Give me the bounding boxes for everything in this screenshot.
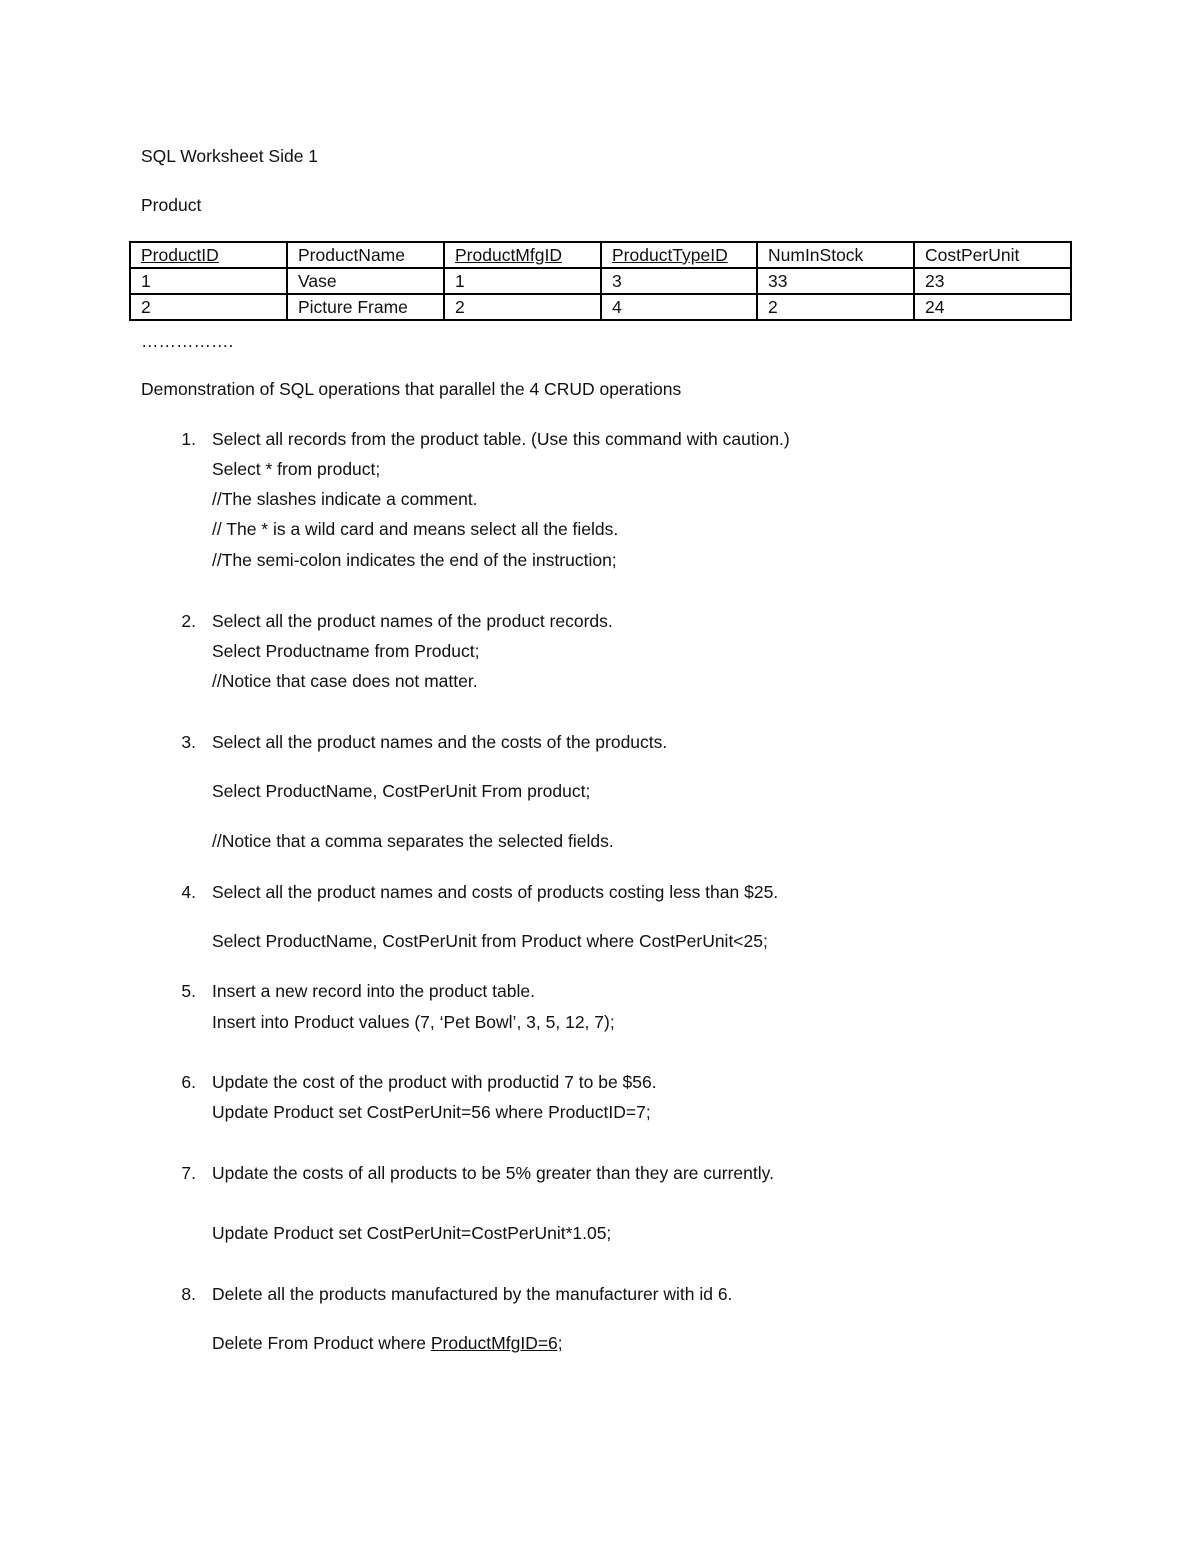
col-header-costperunit: CostPerUnit — [914, 242, 1071, 268]
table-row — [130, 268, 1071, 294]
sql-statement: Update Product set CostPerUnit=CostPerUnit*1.05; — [212, 1223, 612, 1243]
list-number: 1. — [181, 429, 196, 449]
list-item-task: Update the cost of the product with productid 7 to be $56. — [212, 1072, 657, 1092]
sql-statement: Select * from product; — [212, 459, 381, 479]
table-cell: Vase — [287, 268, 444, 294]
table-cell: 1 — [130, 268, 287, 294]
sql-statement-prefix: Delete From Product where — [212, 1333, 431, 1353]
table-cell: 2 — [757, 294, 914, 320]
col-header-numinstock: NumInStock — [757, 242, 914, 268]
table-cell: 2 — [444, 294, 601, 320]
sql-comment: // The * is a wild card and means select all the fields. — [212, 519, 619, 539]
sql-statement: Select ProductName, CostPerUnit From product; — [212, 781, 591, 801]
sql-statement: Update Product set CostPerUnit=56 where ProductID=7; — [212, 1102, 651, 1122]
sql-statement — [212, 1332, 563, 1354]
list-number: 5. — [181, 981, 196, 1001]
list-number: 8. — [181, 1284, 196, 1304]
page-title: SQL Worksheet Side 1 — [141, 146, 319, 166]
list-number: 6. — [181, 1072, 196, 1092]
sql-comment: //Notice that case does not matter. — [212, 671, 478, 691]
sql-comment: //The slashes indicate a comment. — [212, 489, 478, 509]
col-header-productmfgid: ProductMfgID — [444, 242, 601, 268]
list-item-task: Delete all the products manufactured by the manufacturer with id 6. — [212, 1284, 733, 1304]
list-number: 7. — [181, 1163, 196, 1183]
table-cell: 2 — [130, 294, 287, 320]
sql-statement: Select Productname from Product; — [212, 641, 480, 661]
table-cell: 23 — [914, 268, 1071, 294]
table-cell: 1 — [444, 268, 601, 294]
table-label: Product — [141, 195, 202, 215]
col-header-productname: ProductName — [287, 242, 444, 268]
col-header-productid: ProductID — [130, 242, 287, 268]
sql-statement: Insert into Product values (7, ‘Pet Bowl’, 3, 5, 12, 7); — [212, 1012, 615, 1032]
table-cell: 3 — [601, 268, 757, 294]
table-cell: 33 — [757, 268, 914, 294]
sql-statement: Select ProductName, CostPerUnit from Product where CostPerUnit<25; — [212, 931, 768, 951]
list-item-task: Insert a new record into the product table. — [212, 981, 535, 1001]
col-header-producttypeid: ProductTypeID — [601, 242, 757, 268]
table-row — [130, 294, 1071, 320]
table-cell: 4 — [601, 294, 757, 320]
sql-comment: //The semi-colon indicates the end of the instruction; — [212, 550, 617, 570]
list-item-task: Update the costs of all products to be 5% greater than they are currently. — [212, 1163, 774, 1183]
ellipsis: ……………. — [141, 331, 234, 351]
list-number: 4. — [181, 882, 196, 902]
list-item-task: Select all the product names and the costs of the products. — [212, 732, 668, 752]
intro-text: Demonstration of SQL operations that parallel the 4 CRUD operations — [141, 379, 682, 399]
product-table — [129, 241, 1072, 321]
table-cell: 24 — [914, 294, 1071, 320]
list-item-task: Select all the product names of the product records. — [212, 611, 613, 631]
table-header-row — [130, 242, 1071, 268]
sql-statement-condition: ProductMfgID=6; — [430, 1333, 563, 1353]
table-cell: Picture Frame — [287, 294, 444, 320]
sql-comment: //Notice that a comma separates the selected fields. — [212, 831, 614, 851]
list-number: 2. — [181, 611, 196, 631]
list-item-task: Select all the product names and costs of products costing less than $25. — [212, 882, 779, 902]
list-number: 3. — [181, 732, 196, 752]
list-item-task: Select all records from the product table. (Use this command with caution.) — [212, 429, 790, 449]
